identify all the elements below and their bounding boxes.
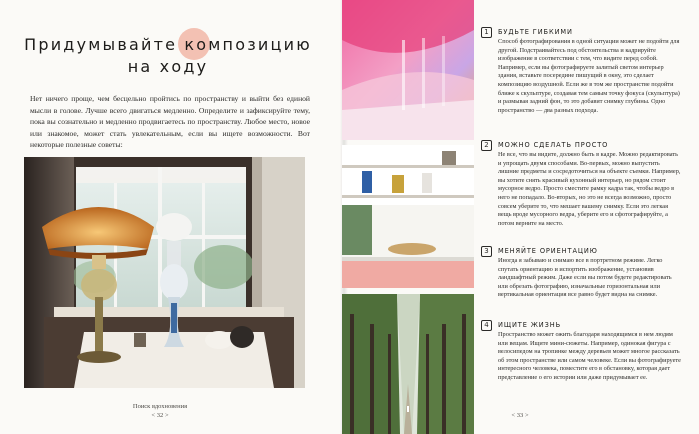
left-page-footer — [120, 402, 200, 420]
photo-window-lamps — [24, 157, 305, 388]
tip-2 — [481, 140, 681, 240]
title-line-1: Придумывайте композицию — [24, 35, 312, 54]
photo-pink-kitchen — [342, 145, 474, 288]
photo-tree-alley — [342, 294, 474, 434]
tip-3 — [481, 246, 681, 316]
intro-paragraph: Нет ничего проще, чем бесцельно пройтись по пространству и выйти без единой мысли в голове. Лучше всего двигаться медленно. Определите и зафиксируйте тему, пока вы сознательно и медленно продвигаетесь по пространству. Любое место, новое или знакомое, может стать увлекательным, если вы ищете возможности. Вот некоторые полезные советы: — [30, 94, 310, 150]
tip-number-badge: 3 — [481, 246, 492, 257]
tip-heading: БУДЬТЕ ГИБКИМИ — [498, 28, 573, 36]
left-page-number: < 32 > — [151, 412, 169, 419]
page-title — [10, 34, 326, 78]
tip-number-badge: 1 — [481, 27, 492, 38]
tip-heading: МЕНЯЙТЕ ОРИЕНТАЦИЮ — [498, 247, 598, 255]
left-page-number-value: 32 — [156, 412, 164, 419]
photo-colored-glass-interior — [342, 0, 474, 140]
tip-number-badge: 2 — [481, 140, 492, 151]
tip-body: Пространство может ожить благодаря находящимся в нем людям или вещам. Ищите мини-сюжеты. Например, одинокая фигура с велосипедом на тропинке между деревьев может многое рассказать об этом пространстве или самом человеке. Если вы фотографируете интересного человека, поместите его в обстановку, которая дает представление о его истории или даже придумывает ее. — [498, 331, 681, 381]
section-label: Поиск вдохновения — [132, 403, 188, 410]
tip-body: Способ фотографирования в одной ситуации может не подойти для другой. Подстраивайтесь под обстоятельства и кадрируйте изображение в соответствии с тем, что видите перед собой. Например, если вы фотографируете залитый светом интерьер здания, вставьте посередине пишущий в окну, это сделает композицию воздушной. Если же в том же пространстве подойти ближе к скульптуре, создавая тем самым точку фокуса (скульптура) и размывая задний фон, то это добавит снимку глубины. Одно пространство — два разных подхода. — [498, 38, 680, 114]
right-page-number-value: 33 — [516, 412, 524, 419]
tip-1 — [481, 27, 681, 137]
title-line-2: на ходу — [127, 57, 209, 76]
tip-heading: ИЩИТЕ ЖИЗНЬ — [498, 321, 562, 329]
tip-heading: МОЖНО СДЕЛАТЬ ПРОСТО — [498, 141, 609, 149]
tip-body: Иногда я забываю и снимаю все в портретном режиме. Легко спутать ориентацию и испортить изображение, установив ландшафтный режим. Даже если вы потом будете редактировать или обрезать фотографию, изначальные горизонтальная или вертикальная ориентация все равно будет видна на снимке. — [498, 257, 672, 299]
right-page-number: < 33 > — [511, 412, 529, 419]
tip-number-badge: 4 — [481, 320, 492, 331]
tip-4 — [481, 320, 681, 400]
tip-body: Не все, что вы видите, должно быть в кадре. Можно редактировать и упрощать двумя способами. Во-первых, можно выпустить лишние предметы и сосредоточиться на объекте съемки. Например, вы хотите снять красивый кухонный интерьер, но рядом стоит мусорное ведро. Просто сместите рамку кадра так, чтобы ведро в него не попадало. Во-вторых, но это не всегда возможно, просто совсем уберите то, что мешает вашему снимку. Если это легкая вещь вроде мусорного ведра, уберите его и сфотографируйте, а потом верните на место. — [498, 151, 681, 227]
